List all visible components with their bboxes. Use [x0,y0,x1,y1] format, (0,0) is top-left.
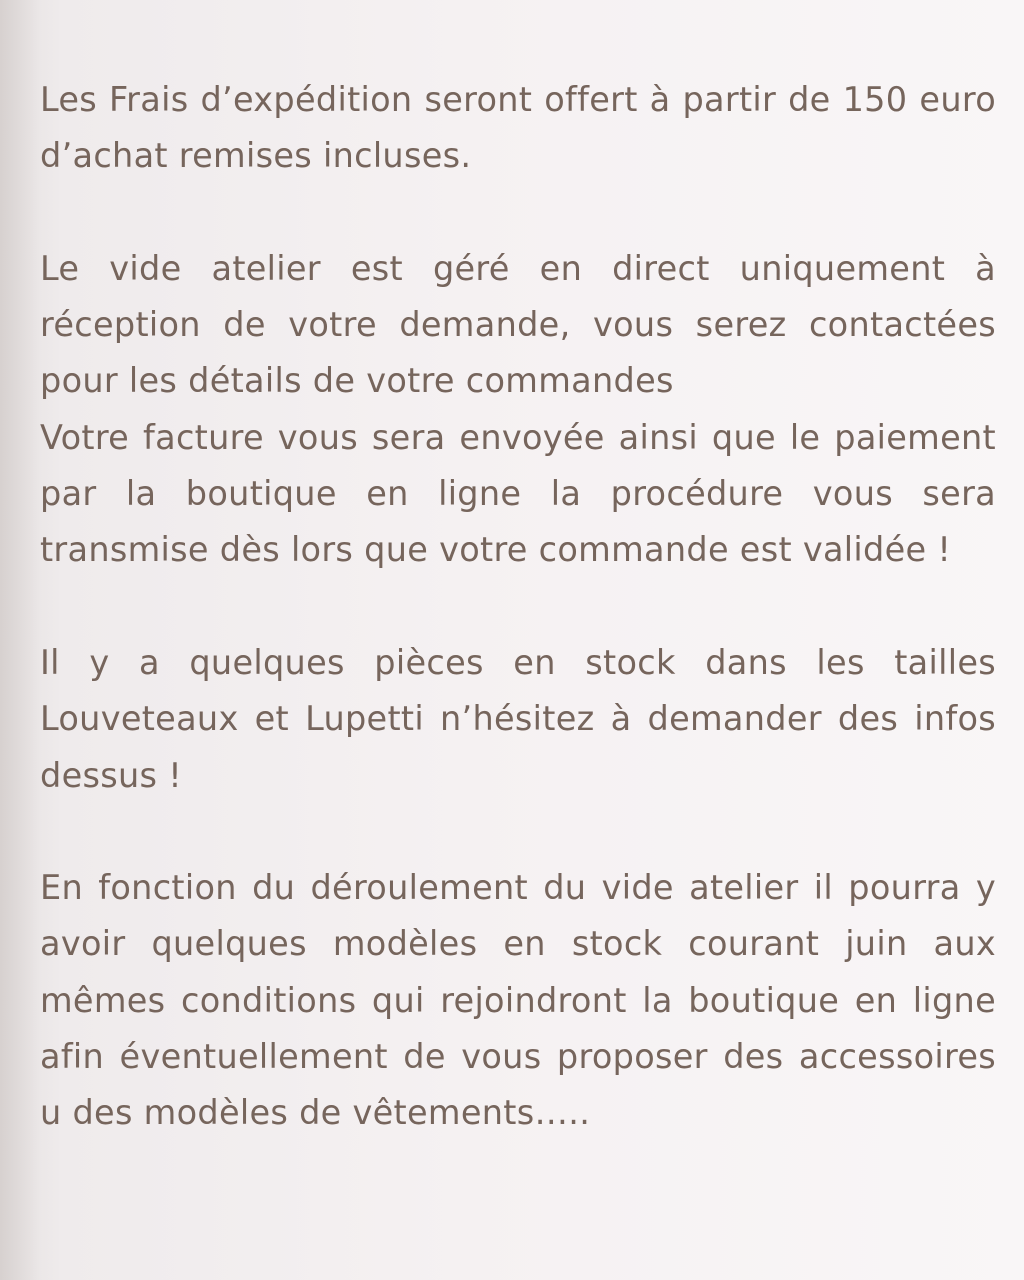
text-document [40,72,996,1142]
paragraph-gap [40,579,996,635]
background-texture [0,0,40,1280]
stock-paragraph: Il y a quelques pièces en stock dans les tailles Louveteaux et Lupetti n’hésitez à demander des infos dessus ! [40,642,996,795]
shipping-paragraph: Les Frais d’expédition seront offert à partir de 150 euro d’achat remises incluses. [40,80,996,176]
june-stock-paragraph: En fonction du déroulement du vide atelier il pourra y avoir quelques modèles en stock courant juin aux mêmes conditions qui rejoindront la boutique en ligne afin éventuellement de vous proposer des accessoires u des modèles de vêtements….. [40,868,996,1133]
atelier-paragraph: Le vide atelier est géré en direct uniquement à réception de votre demande, vous serez contactées pour les détails de votre commandes [40,248,996,401]
paragraph-gap [40,185,996,241]
invoice-paragraph: Votre facture vous sera envoyée ainsi que le paiement par la boutique en ligne la procédure vous sera transmise dès lors que votre commande est validée ! [40,417,996,570]
paragraph-gap [40,804,996,860]
